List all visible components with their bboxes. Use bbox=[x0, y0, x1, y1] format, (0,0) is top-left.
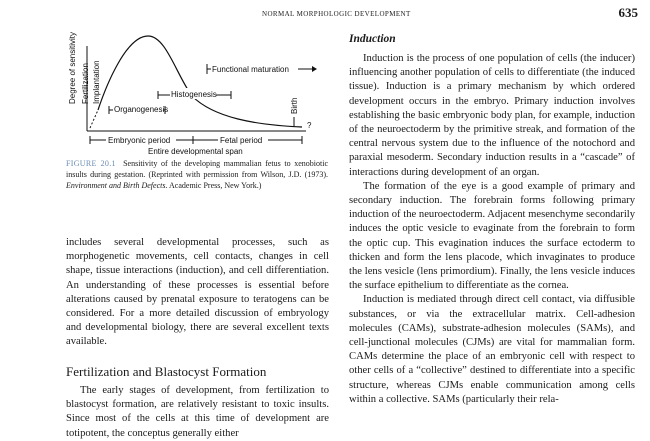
question-mark: ? bbox=[307, 121, 312, 130]
embryonic-period-label: Embryonic period bbox=[108, 136, 171, 145]
induction-heading: Induction bbox=[349, 33, 396, 45]
birth-label: Birth bbox=[290, 97, 299, 114]
caption-text: Sensitivity of the developing mammalian fetus to xenobiotic insults during gestation. (Reprinted with permission from Wilson, J.D. (1973). bbox=[66, 159, 328, 179]
functional-maturation-label: Functional maturation bbox=[212, 65, 289, 74]
caption-label: FIGURE 20.1 bbox=[66, 159, 116, 168]
left-paragraph-1: includes several developmental processes, such as morphogenetic movements, cell contacts, changes in cell shape, tissue interactions (induction), and cell differentiation. An understanding of these processes is essential before alterations caused by prenatal exposure to teratogens can be considered. For a more detailed discussion of embryology and developmental biology, there are several excellent texts available. bbox=[66, 237, 329, 348]
sensitivity-figure bbox=[66, 24, 328, 156]
early-dashed-curve bbox=[90, 110, 98, 128]
left-column-paragraph bbox=[66, 236, 329, 350]
implantation-label: Implantation bbox=[92, 60, 101, 104]
right-paragraph-3: Induction is mediated through direct cell contact, via diffusible substances, or via the extracellular matrix. Cell-adhesion molecules (CAMs), substrate-adhesion molecules (SAMs), and cell-junctional molecules (CJMs) are vital for mammalian form. CAMs determine the place of an embryonic cell with respect to other cells of a “collective” destined to differentiate into a specific structure, whereas CJMs enable communication among cells within a collective. SAMs (particularly their rela- bbox=[349, 294, 635, 405]
caption-italic: Environment and Birth Defects. bbox=[66, 181, 168, 190]
functional-maturation-arrowhead bbox=[312, 66, 317, 72]
left-column-paragraph-2 bbox=[66, 384, 329, 441]
fertilization-heading: Fertilization and Blastocyst Formation bbox=[66, 364, 267, 379]
figure-caption bbox=[66, 158, 328, 191]
right-column-body bbox=[349, 52, 635, 407]
right-paragraph-2: The formation of the eye is a good example of primary and secondary induction. The forebrain forms following primary induction of the neuroectoderm. Adjacent mesenchyme secondarily induces the optic vesicle to evaginate from the forebrain to form the optic cup. This evagination induces the surface ectoderm to thicken and form the lens placode, which invaginates to produce the lens vesicle (lens primordium). Finally, the lens vesicle induces the surface epithelium to differentiate as the cornea. bbox=[349, 180, 635, 292]
right-paragraph-1: Induction is the process of one population of cells (the inducer) influencing another population of cells to differentiate (the induced tissue). Induction is a primary mechanism by which ordered development occurs in the embryo. Primary induction involves establishing the basic embryonic body plan, for example, induction of the neuroectoderm by the primitive streak, and formation of the central nervous system due to the influence of the notochord and paraxial mesoderm. Secondary induction results in a “cascade” of interactions during development of an organ. bbox=[349, 53, 635, 178]
running-head: NORMAL MORPHOLOGIC DEVELOPMENT bbox=[262, 10, 411, 18]
fertilization-label: Fertilization bbox=[81, 63, 90, 104]
page-number: 635 bbox=[618, 5, 638, 20]
x-axis-label: Entire developmental span bbox=[148, 147, 243, 156]
histogenesis-label: Histogenesis bbox=[171, 90, 217, 99]
fetal-period-label: Fetal period bbox=[220, 136, 263, 145]
y-axis-label: Degree of sensitivity bbox=[68, 31, 77, 104]
caption-end: Academic Press, New York.) bbox=[167, 181, 262, 190]
organogenesis-label: Organogenesis bbox=[114, 105, 169, 114]
left-paragraph-2: The early stages of development, from fertilization to blastocyst formation, are relatively resistant to toxic insults. Since most of the cells at this time of development are totipotent, the conceptus generally either bbox=[66, 385, 329, 439]
